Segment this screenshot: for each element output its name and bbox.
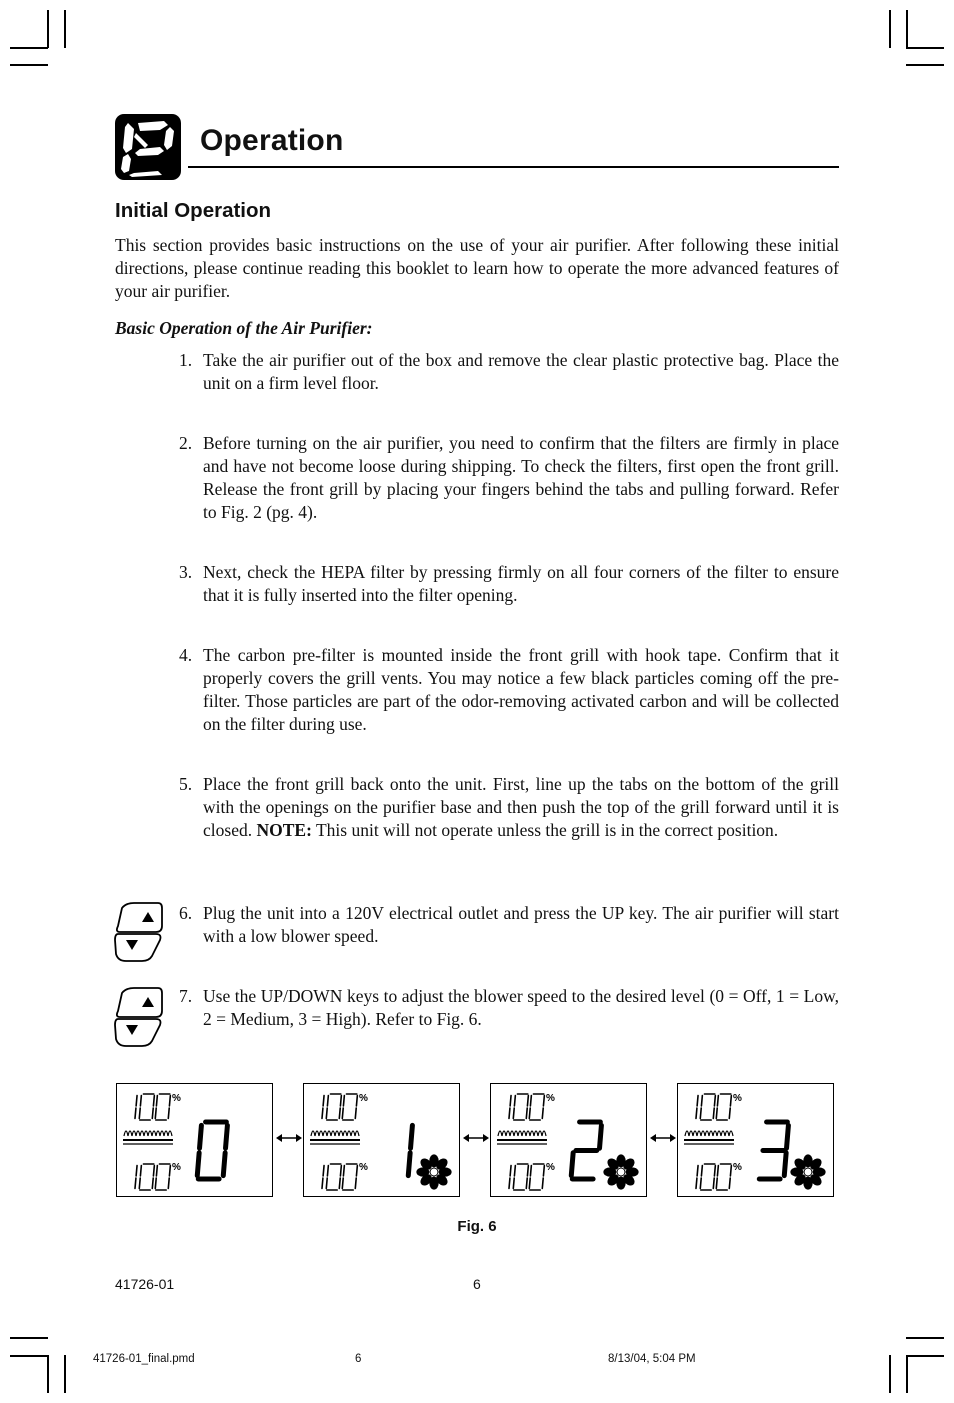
top-percentage-digit	[155, 1094, 170, 1120]
bottom-percentage-digit	[139, 1164, 154, 1190]
crop-mark	[10, 47, 48, 49]
section-heading: Initial Operation	[115, 199, 272, 222]
up-down-key-icon	[112, 985, 164, 1047]
crop-mark	[906, 1355, 908, 1393]
bottom-percentage-digit	[513, 1164, 528, 1190]
bottom-percentage-digit	[342, 1164, 357, 1190]
top-percentage-digit	[529, 1094, 544, 1120]
top-percentage-digit	[696, 1096, 698, 1119]
step-text: Take the air purifier out of the box and remove the clear plastic protective bag. Place the unit on a firm level floor.	[203, 350, 839, 393]
top-percentage-digit	[509, 1096, 511, 1119]
fan-icon	[603, 1154, 638, 1189]
crop-mark	[10, 64, 48, 66]
step-text-part: This unit will not operate unless the grill is in the correct position.	[311, 820, 779, 840]
filter-wave-icon	[498, 1131, 546, 1136]
title-rule	[188, 166, 839, 168]
crop-mark	[10, 1337, 48, 1339]
lcd-panel	[116, 1083, 273, 1197]
page-number: 6	[473, 1276, 481, 1292]
percent-sign-bottom: %	[733, 1162, 742, 1173]
list-item	[179, 985, 839, 1031]
bottom-percentage-digit	[155, 1164, 170, 1190]
crop-mark	[10, 1355, 48, 1357]
crop-mark	[906, 1337, 944, 1339]
speed-digit	[571, 1122, 601, 1179]
intro-paragraph: This section provides basic instructions on the use of your air purifier. After following these initial directions, please continue reading this booklet to learn how to operate the more advanced features of your air purifier.	[115, 235, 839, 301]
top-percentage-digit	[342, 1094, 357, 1120]
top-percentage-digit	[513, 1094, 528, 1120]
filter-wave-icon	[124, 1131, 172, 1136]
bottom-percentage-digit	[135, 1166, 137, 1189]
slug-filename: 41726-01_final.pmd	[93, 1353, 195, 1365]
step-text: Next, check the HEPA filter by pressing firmly on all four corners of the filter to ensure that it is fully inserted into the filter opening.	[203, 562, 839, 605]
lcd-panel-graphic	[491, 1084, 648, 1198]
speed-digit	[408, 1125, 412, 1175]
page-title: Operation	[200, 124, 344, 157]
bottom-percentage-digit	[700, 1164, 715, 1190]
lcd-panel-graphic	[678, 1084, 835, 1198]
crop-mark	[906, 47, 944, 49]
lcd-panel	[677, 1083, 834, 1197]
top-percentage-digit	[326, 1094, 341, 1120]
up-down-key-icon	[112, 900, 164, 962]
step-number: 1.	[179, 350, 193, 370]
speed-digit	[759, 1122, 788, 1179]
double-arrow-icon	[650, 1132, 676, 1144]
step-number: 4.	[179, 645, 193, 665]
top-percentage-digit	[716, 1094, 731, 1120]
crop-mark	[889, 1355, 891, 1393]
percent-sign-bottom: %	[546, 1162, 555, 1173]
step-text: Use the UP/DOWN keys to adjust the blower speed to the desired level (0 = Off, 1 = Low, 2 = Medium, 3 = High). Refer to Fig. 6.	[203, 986, 839, 1029]
filter-wave-icon	[685, 1131, 733, 1136]
fan-icon	[790, 1154, 825, 1189]
bottom-percentage-digit	[696, 1166, 698, 1189]
step-text: Before turning on the air purifier, you need to confirm that the filters are firmly in place and have not become loose during shipping. To check the filters, first open the front grill. Release the front grill by placing your fingers behind the tabs and pulling forward. Refer to Fig. 2 (pg. 4).	[203, 433, 839, 522]
bottom-percentage-digit	[529, 1164, 544, 1190]
step-number: 3.	[179, 562, 193, 582]
crop-mark	[906, 64, 944, 66]
top-percentage-digit	[322, 1096, 324, 1119]
step-number: 7.	[179, 986, 193, 1006]
step-number: 2.	[179, 433, 193, 453]
list-item	[179, 644, 839, 736]
note-label: NOTE:	[256, 820, 312, 840]
speed-digit	[197, 1122, 227, 1179]
crop-mark	[906, 1355, 944, 1357]
percent-sign-top: %	[172, 1093, 181, 1104]
list-item	[179, 349, 839, 395]
percent-sign-top: %	[546, 1093, 555, 1104]
bottom-percentage-digit	[716, 1164, 731, 1190]
list-item	[179, 902, 839, 948]
top-percentage-digit	[139, 1094, 154, 1120]
step-text-part: Place the front grill back onto the unit. First, line up the tabs on the bottom of the grill with the openings on the purifier base and then push the top of the grill forward until it is closed.	[203, 774, 839, 840]
crop-mark	[47, 10, 49, 48]
crop-mark	[64, 10, 66, 48]
percent-sign-top: %	[359, 1093, 368, 1104]
crop-mark	[47, 1355, 49, 1393]
figure-caption: Fig. 6	[457, 1218, 497, 1235]
document-number: 41726-01	[115, 1276, 175, 1292]
top-percentage-digit	[700, 1094, 715, 1120]
step-text	[203, 773, 839, 842]
list-item	[179, 432, 839, 524]
lcd-panel-graphic	[304, 1084, 461, 1198]
top-percentage-digit	[135, 1096, 137, 1119]
crop-mark	[889, 10, 891, 48]
slug-date: 8/13/04, 5:04 PM	[608, 1353, 696, 1365]
crop-mark	[64, 1355, 66, 1393]
filter-wave-icon	[311, 1131, 359, 1136]
step-text: Plug the unit into a 120V electrical outlet and press the UP key. The air purifier will start with a low blower speed.	[203, 903, 839, 946]
percent-sign-bottom: %	[359, 1162, 368, 1173]
crop-mark	[906, 10, 908, 48]
lcd-panel-graphic	[117, 1084, 274, 1198]
basic-operation-heading: Basic Operation of the Air Purifier:	[115, 318, 373, 338]
percent-sign-top: %	[733, 1093, 742, 1104]
step-number: 6.	[179, 903, 193, 923]
bottom-percentage-digit	[509, 1166, 511, 1189]
lcd-panel	[490, 1083, 647, 1197]
double-arrow-icon	[463, 1132, 489, 1144]
lcd-digit-icon	[114, 113, 182, 181]
bottom-percentage-digit	[322, 1166, 324, 1189]
bottom-percentage-digit	[326, 1164, 341, 1190]
step-number: 5.	[179, 774, 193, 794]
percent-sign-bottom: %	[172, 1162, 181, 1173]
slug-page: 6	[355, 1353, 362, 1365]
list-item	[179, 561, 839, 607]
lcd-panel	[303, 1083, 460, 1197]
double-arrow-icon	[276, 1132, 302, 1144]
list-item	[179, 773, 839, 842]
step-text: The carbon pre-filter is mounted inside the front grill with hook tape. Confirm that it properly covers the grill vents. You may notice a few black particles coming off the pre-filter. Those particles are part of the odor-removing activated carbon and will be collected on the filter during use.	[203, 645, 839, 734]
fan-icon	[416, 1154, 451, 1189]
